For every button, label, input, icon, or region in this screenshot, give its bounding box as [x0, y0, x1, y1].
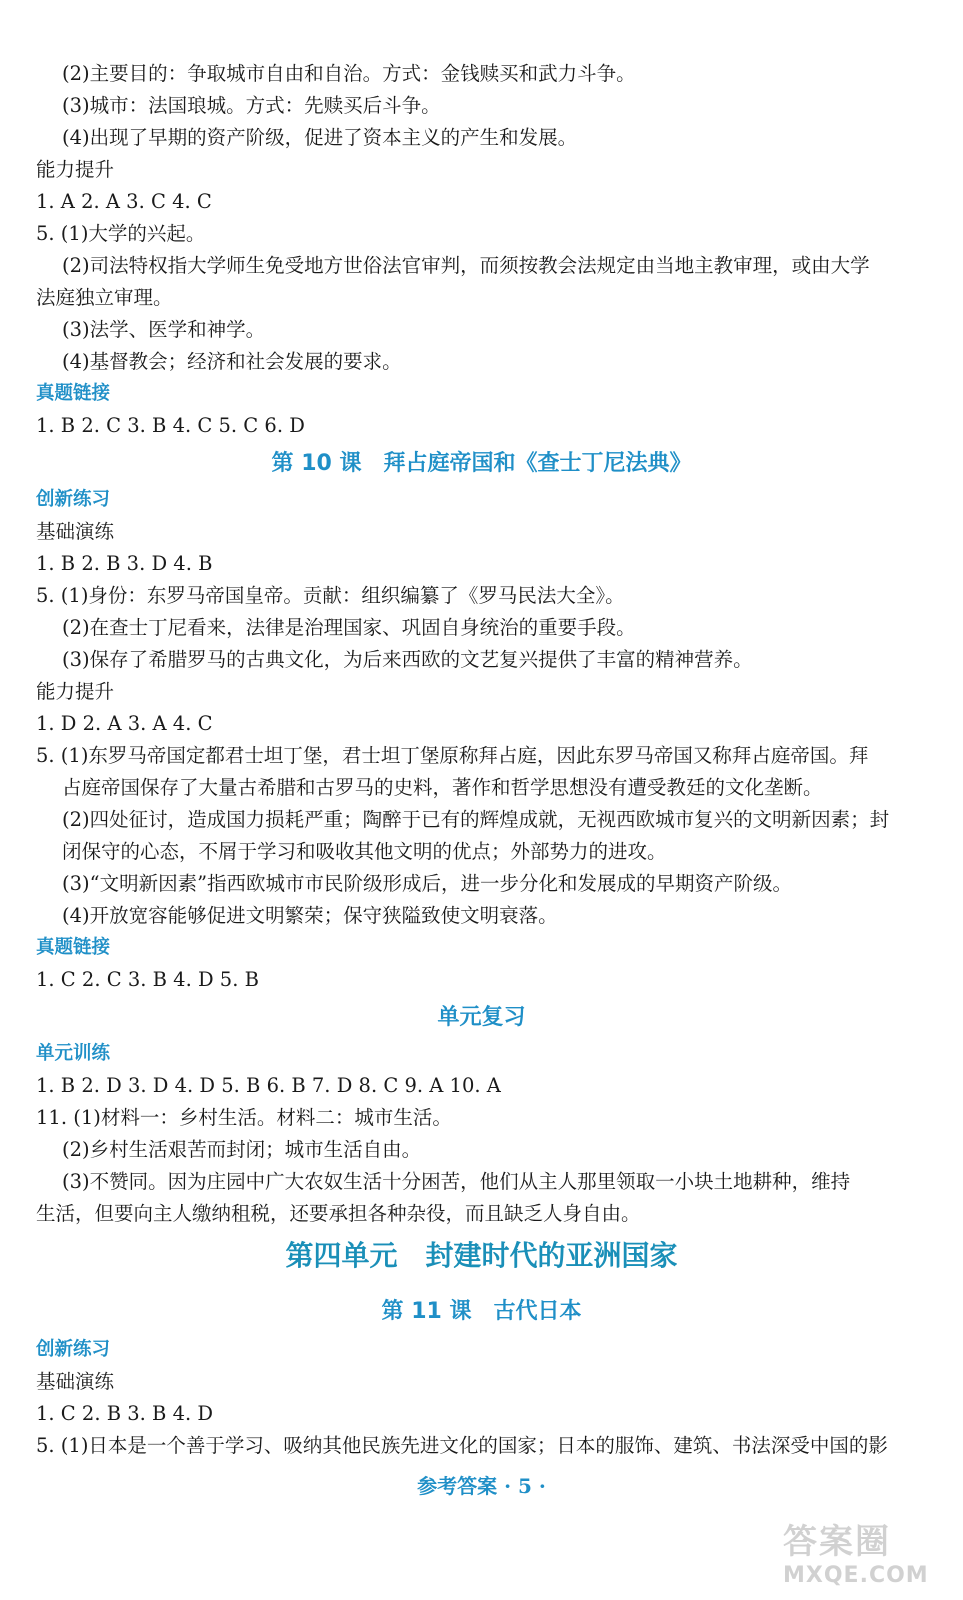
answer-line: 1. C 2. C 3. B 4. D 5. B — [36, 968, 259, 991]
answer-line: 1. B 2. D 3. D 4. D 5. B 6. B 7. D 8. C 9. A 10. A — [36, 1074, 501, 1097]
unit-review-title: 单元复习 — [437, 1005, 526, 1030]
text-line: (4)基督教会；经济和社会发展的要求。 — [62, 350, 402, 373]
text-line: (3)城市：法国琅城。方式：先赎买后斗争。 — [62, 94, 441, 117]
answer-line: 1. C 2. B 3. B 4. D — [36, 1402, 214, 1425]
section-label: 基础演练 — [36, 520, 115, 543]
section-heading: 创新练习 — [36, 1339, 111, 1360]
answer-line: 1. B 2. C 3. B 4. C 5. C 6. D — [36, 414, 305, 437]
text-line: 生活，但要向主人缴纳租税，还要承担各种杂役，而且缺乏人身自由。 — [36, 1202, 641, 1225]
text-line: (3)不赞同。因为庄园中广大农奴生活十分困苦，他们从主人那里领取一小块土地耕种，维持 — [62, 1170, 851, 1193]
text-line: (4)开放宽容能够促进文明繁荣；保守狭隘致使文明衰落。 — [62, 904, 558, 927]
text-line: 5. (1)东罗马帝国定都君士坦丁堡，君士坦丁堡原称拜占庭，因此东罗马帝国又称拜占庭帝国。拜 — [36, 744, 869, 767]
lesson-title: 第 10 课 拜占庭帝国和《查士丁尼法典》 — [271, 451, 692, 476]
section-label: 基础演练 — [36, 1370, 115, 1393]
section-heading: 真题链接 — [36, 937, 111, 958]
text-line: 5. (1)身份：东罗马帝国皇帝。贡献：组织编纂了《罗马民法大全》。 — [36, 584, 625, 607]
text-line: (2)乡村生活艰苦而封闭；城市生活自由。 — [62, 1138, 422, 1161]
section-label: 能力提升 — [36, 158, 115, 181]
watermark-en: MXQE.COM — [783, 1563, 929, 1588]
section-label: 能力提升 — [36, 680, 115, 703]
watermark-logo — [783, 1514, 953, 1594]
section-heading: 真题链接 — [36, 383, 111, 404]
text-line: (2)四处征讨，造成国力损耗严重；陶醉于已有的辉煌成就，无视西欧城市复兴的文明新因素；封 — [62, 808, 890, 831]
answer-line: 1. B 2. B 3. D 4. B — [36, 552, 213, 575]
text-line: 5. (1)大学的兴起。 — [36, 222, 206, 245]
text-line: (2)在查士丁尼看来，法律是治理国家、巩固自身统治的重要手段。 — [62, 616, 636, 639]
text-line: 法庭独立审理。 — [36, 286, 173, 309]
text-line: 闭保守的心态，不屑于学习和吸收其他文明的优点；外部势力的进攻。 — [62, 840, 667, 863]
section-heading: 单元训练 — [36, 1043, 111, 1064]
text-line: (2)主要目的：争取城市自由和自治。方式：金钱赎买和武力斗争。 — [62, 62, 636, 85]
text-line: (4)出现了早期的资产阶级，促进了资本主义的产生和发展。 — [62, 126, 578, 149]
text-line: (2)司法特权指大学师生免受地方世俗法官审判，而须按教会法规定由当地主教审理，或由大学 — [62, 254, 870, 277]
section-heading: 创新练习 — [36, 489, 111, 510]
watermark-cn: 答案圈 — [783, 1522, 891, 1562]
text-line: (3)“文明新因素”指西欧城市市民阶级形成后，进一步分化和发展成的早期资产阶级。 — [62, 872, 793, 895]
text-line: 5. (1)日本是一个善于学习、吸纳其他民族先进文化的国家；日本的服饰、建筑、书法深受中国的影 — [36, 1434, 888, 1457]
answer-line: 1. A 2. A 3. C 4. C — [36, 190, 212, 213]
text-line: 11. (1)材料一：乡村生活。材料二：城市生活。 — [36, 1106, 452, 1129]
text-line: (3)保存了希腊罗马的古典文化，为后来西欧的文艺复兴提供了丰富的精神营养。 — [62, 648, 753, 671]
unit-title: 第四单元 封建时代的亚洲国家 — [285, 1239, 678, 1272]
page-footer: 参考答案 · 5 · — [417, 1474, 546, 1498]
answer-line: 1. D 2. A 3. A 4. C — [36, 712, 213, 735]
text-line: (3)法学、医学和神学。 — [62, 318, 266, 341]
lesson-title: 第 11 课 古代日本 — [381, 1299, 582, 1324]
text-line: 占庭帝国保存了大量古希腊和古罗马的史料，著作和哲学思想没有遭受教廷的文化垄断。 — [62, 776, 823, 799]
